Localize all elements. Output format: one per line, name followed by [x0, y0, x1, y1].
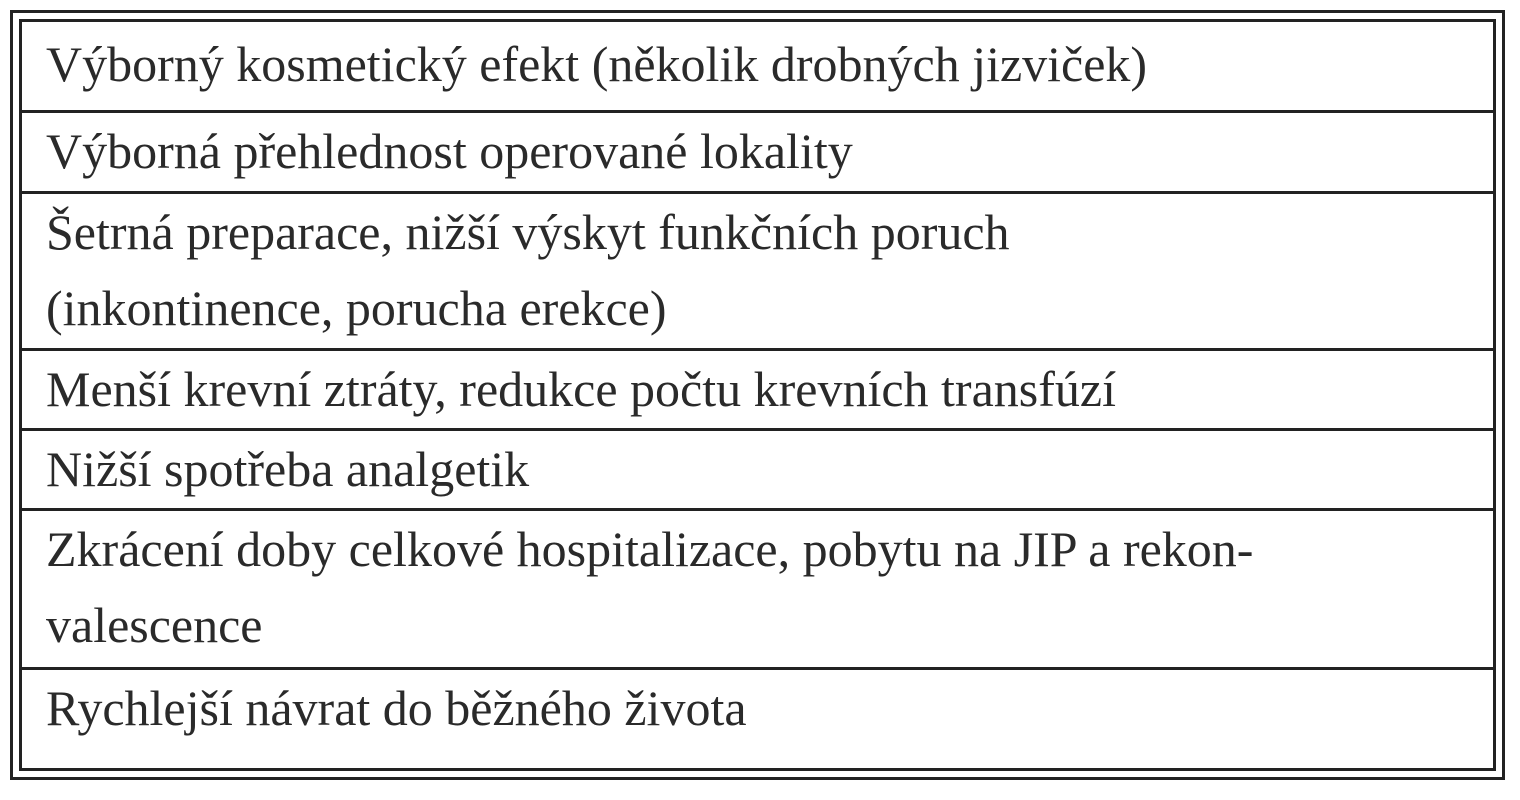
row-text: Menší krevní ztráty, redukce počtu krevních transfúzí — [46, 361, 1116, 417]
table-row — [22, 667, 1493, 768]
row-text-continued: (inkontinence, porucha erekce) — [46, 280, 667, 336]
row-text: Výborná přehlednost operované lokality — [46, 123, 853, 179]
row-text: Výborný kosmetický efekt (několik drobných jizviček) — [46, 36, 1148, 92]
row-text: Šetrná preparace, nižší výskyt funkčních poruch — [46, 204, 1010, 260]
benefits-table — [19, 19, 1496, 771]
table-row — [22, 110, 1493, 191]
table-row — [22, 508, 1493, 667]
row-text: Nižší spotřeba analgetik — [46, 441, 530, 497]
row-text: Rychlejší návrat do běžného života — [46, 680, 747, 736]
table-row — [22, 428, 1493, 508]
table-outer-border — [10, 10, 1505, 780]
row-text: Zkrácení doby celkové hospitalizace, pobytu na JIP a rekon- — [46, 521, 1254, 577]
table-row — [22, 348, 1493, 428]
table-row — [22, 191, 1493, 348]
table-row — [22, 22, 1493, 110]
row-text-continued: valescence — [46, 597, 263, 653]
